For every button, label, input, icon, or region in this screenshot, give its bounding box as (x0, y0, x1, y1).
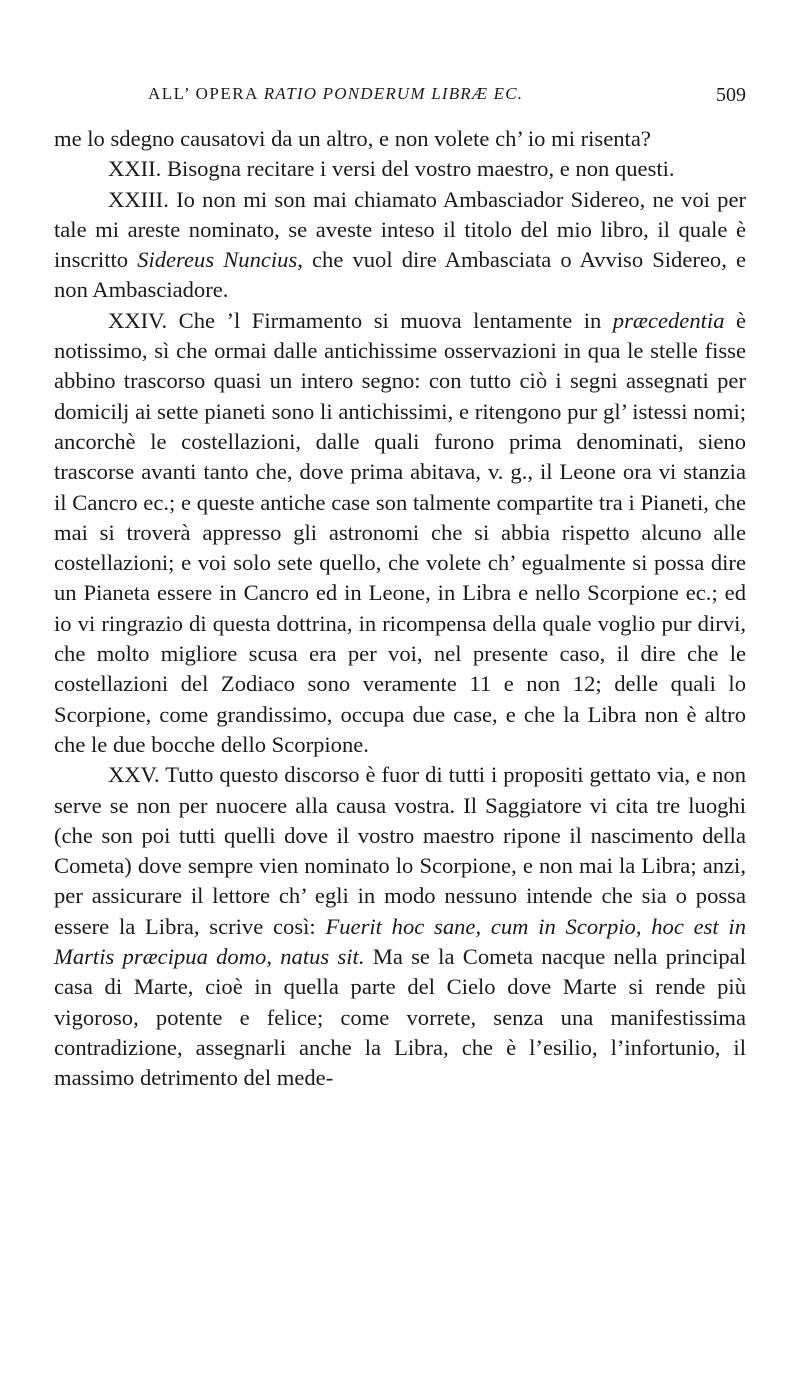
running-header (54, 84, 746, 108)
text-run: me lo sdegno causatovi da un altro, e non volete ch’ io mi risenta? (54, 126, 651, 151)
text-run: XXV. Tutto questo discorso è fuor di tutti i propositi gettato via, e non serve se non per nuocere alla causa vostra. Il Saggiatore vi cita tre luoghi (che son poi tutti quelli dove il vostro maestro ripone il nascimento della Cometa) dove sempre vien nominato lo Scorpione, e non mai la Libra; anzi, per assicurare il lettore ch’ egli in modo nessuno intende che sia o possa essere la Libra, scrive così: (54, 762, 746, 939)
italic-text: Sidereus Nuncius (137, 247, 298, 273)
text-run: XXIV. Che ’l Firmamento si muova lentamente in (108, 307, 613, 333)
paragraph-p24 (54, 306, 746, 760)
text-body (54, 124, 746, 1094)
text-run: XXIII. Io non mi son mai chiamato Ambasciador Sidereo, ne voi per tale mi areste nominato, se aveste inteso il titolo del mio libro, il quale è inscritto (54, 186, 746, 273)
running-title-work: RATIO PONDERUM LIBRÆ EC. (263, 84, 524, 103)
text-run: , che vuol dire Ambasciata o Avviso Sidereo, e non Ambasciadore. (54, 247, 746, 303)
text-run: XXII. Bisogna recitare i versi del vostro maestro, e non questi. (108, 156, 675, 182)
paragraph-p23 (54, 185, 746, 306)
text-run: è notissimo, sì che ormai dalle antichissime osservazioni in qua le stelle fisse abbino trascorso quasi un intero segno: con tutto ciò i segni assegnati per domicilj ai sette pianeti sono li antichissimi, e ritengono pur gl’ istessi nomi; ancorchè le costellazioni, dalle quali furono prima denominati, sieno trascorse avanti tanto che, dove prima abitava, v. g., il Leone ora vi stanzia il Cancro ec.; e queste antiche case son talmente compartite tra i Pianeti, che mai si troverà appresso gli astronomi che si abbia rispetto alcuno alle costellazioni; e voi solo sete quello, che volete ch’ egualmente si possa dire un Pianeta essere in Cancro ed in Leone, in Libra e nello Scorpione ec.; ed io vi ringrazio di questa dottrina, in ricompensa della quale voglio pur dirvi, che molto migliore scusa era per voi, nel presente caso, il dire che le costellazioni del Zodiaco sono veramente 11 e non 12; delle quali lo Scorpione, come grandissimo, occupa due case, e che la Libra non è altro che le due bocche dello Scorpione. (54, 307, 746, 757)
italic-text: Fuerit hoc sane, cum in Scorpio, hoc est in Martis præcipua domo, natus sit. (54, 913, 747, 970)
paragraph-p0 (54, 124, 746, 154)
running-title (148, 84, 523, 104)
italic-text: præcedentia (612, 307, 725, 333)
running-title-prefix: ALL’ OPERA (148, 84, 258, 103)
paragraph-p25 (54, 760, 746, 1093)
paragraph-p22 (54, 154, 746, 184)
page-number: 509 (716, 84, 746, 106)
text-run: Ma se la Cometa nacque nella principal casa di Marte, cioè in quella parte del Cielo dove Marte si rende più vigoroso, potente e felice; come vorrete, senza una manifestissima contradizione, assegnarli anche la Libra, che è l’esilio, l’infortunio, il massimo detrimento del mede- (54, 944, 746, 1091)
